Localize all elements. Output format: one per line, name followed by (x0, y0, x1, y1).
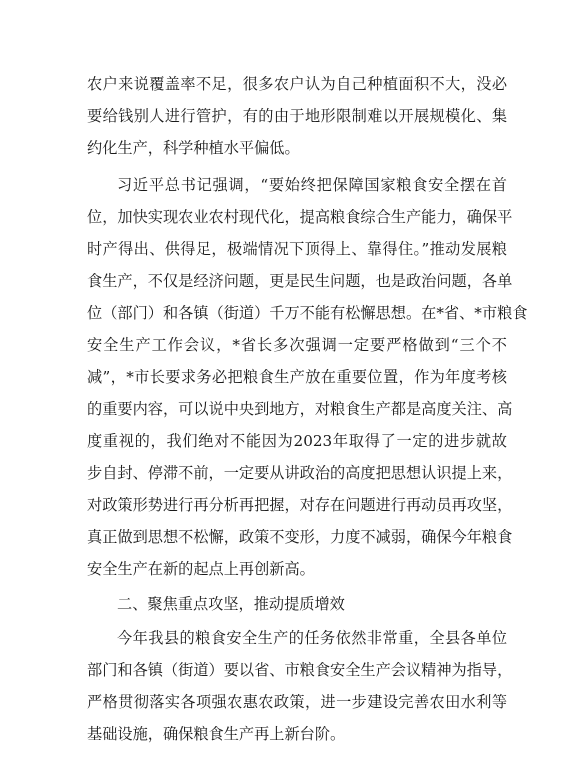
paragraph-2-line-4: 食生产，不仅是经济问题，更是民生问题，也是政治问题，各单 (87, 272, 513, 290)
paragraph-2-line-10: 步自封、停滞不前，一定要从讲政治的高度把思想认识提上来， (87, 464, 513, 482)
paragraph-2-line-6: 安全生产工作会议，*省长多次强调一定要严格做到“三个不 (87, 336, 507, 354)
paragraph-2-line-3: 时产得出、供得足，极端情况下顶得上、靠得住。”推动发展粮 (87, 240, 507, 258)
paragraph-1-line-2: 要给钱别人进行管护，有的由于地形限制难以开展规模化、集 (87, 107, 507, 125)
section-heading: 二、聚焦重点攻坚，推动提质增效 (117, 595, 345, 613)
paragraph-3-line-4: 基础设施，确保粮食生产再上新台阶。 (87, 725, 346, 743)
paragraph-2-line-7: 减”，*市长要求务必把粮食生产放在重要位置，作为年度考核 (87, 368, 507, 386)
paragraph-2-line-12: 真正做到思想不松懈，政策不变形，力度不减弱，确保今年粮食 (87, 528, 513, 546)
paragraph-3-line-2: 部门和各镇（街道）要以省、市粮食安全生产会议精神为指导， (87, 661, 513, 679)
paragraph-2-line-13: 安全生产在新的起点上再创新高。 (87, 560, 315, 578)
paragraph-3-line-3: 严格贯彻落实各项强农惠农政策，进一步建设完善农田水利等 (87, 693, 507, 711)
paragraph-2-line-2: 位，加快实现农业农村现代化，提高粮食综合生产能力，确保平 (87, 208, 513, 226)
paragraph-2-line-8: 的重要内容，可以说中央到地方，对粮食生产都是高度关注、高 (87, 400, 513, 418)
paragraph-2-line-11: 对政策形势进行再分析再把握，对存在问题进行再动员再攻坚， (87, 496, 513, 514)
paragraph-1-line-3: 约化生产，科学种植水平偏低。 (87, 139, 300, 157)
paragraph-2-line-9: 度重视的，我们绝对不能因为2023年取得了一定的进步就故 (87, 432, 507, 450)
paragraph-2-line-5: 位（部门）和各镇（街道）千万不能有松懈思想。在*省、*市粮食 (87, 304, 528, 322)
paragraph-1-line-1: 农户来说覆盖率不足，很多农户认为自己种植面积不大，没必 (87, 75, 507, 93)
paragraph-3-line-1: 今年我县的粮食安全生产的任务依然非常重，全县各单位 (117, 629, 507, 647)
paragraph-2-line-1: 习近平总书记强调，“要始终把保障国家粮食安全摆在首 (117, 176, 507, 194)
